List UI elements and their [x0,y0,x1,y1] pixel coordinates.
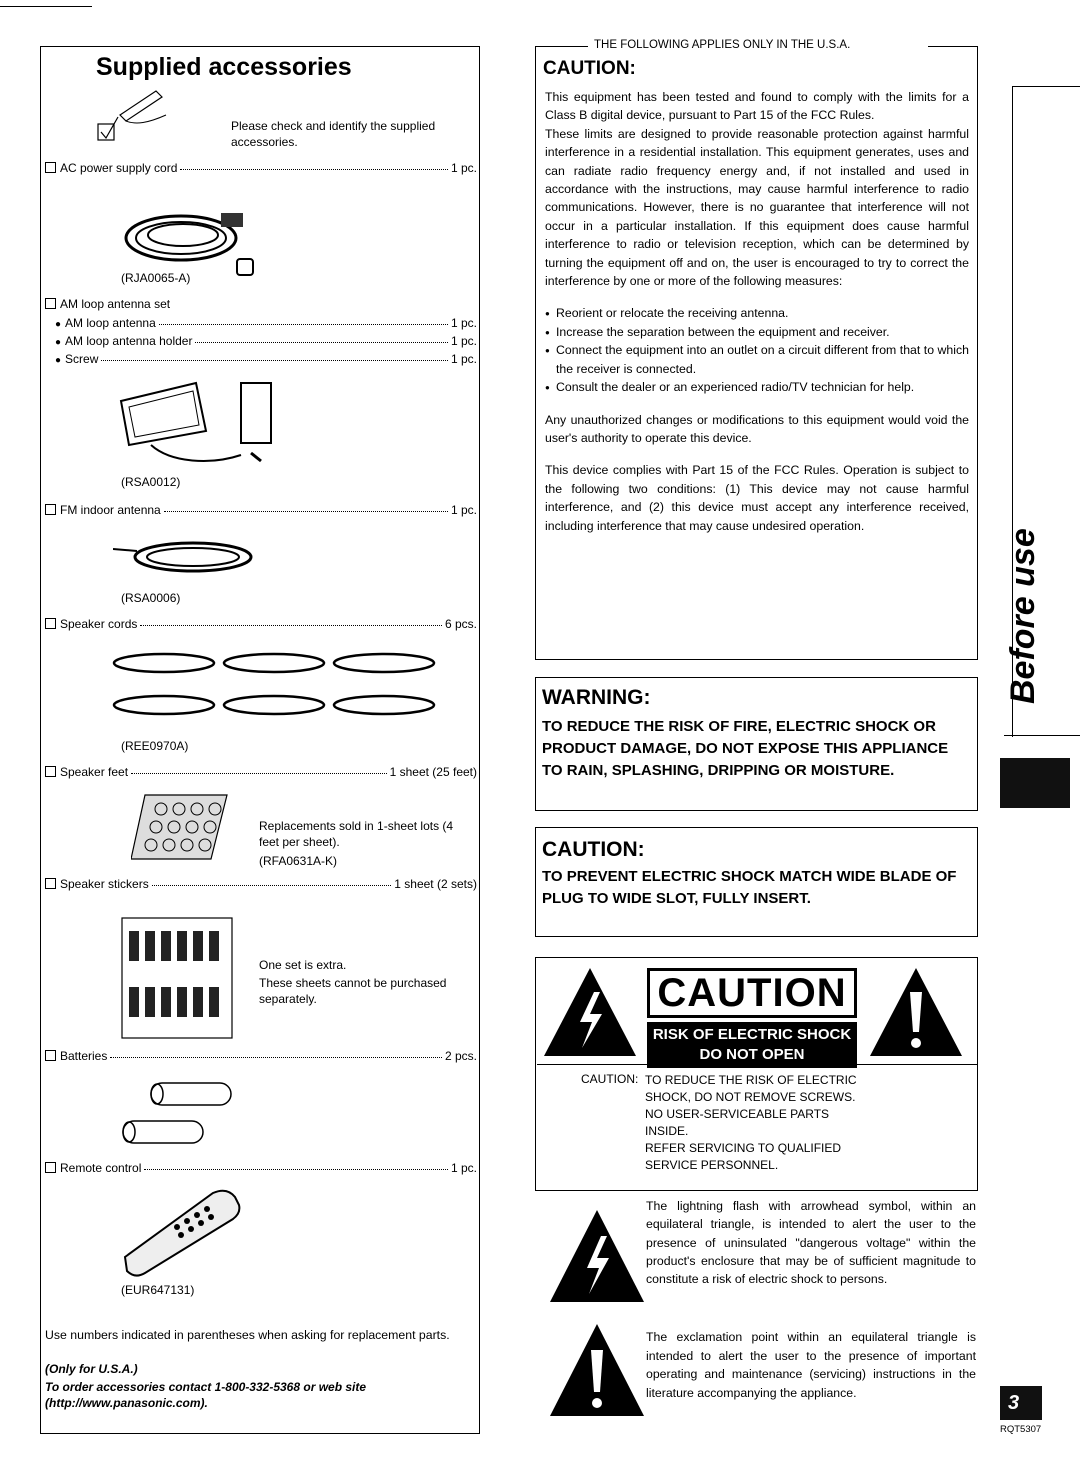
sub-item: ● Screw 1 pc. [55,352,477,366]
item-fm-antenna: FM indoor antenna 1 pc. [45,503,477,517]
risk-banner [647,1022,857,1068]
ac-cord-illustration [111,193,261,281]
stickers-note-2: These sheets cannot be purchased separately. [259,976,447,1006]
label-caption [645,1072,965,1174]
fcc-paragraph: Any unauthorized changes or modifications to this equipment would void the user's authority to operate this device. [545,412,969,445]
list-item: ● Consult the dealer or an experienced radio/TV technician for help. [545,378,969,396]
ac-cord-code: (RJA0065-A) [121,271,191,285]
exclamation-explanation: The exclamation point within an equilateral triangle is intended to alert the user to the presence of important operating and maintenance (servicing) instructions in the literature accompanying the appliance. [646,1330,976,1400]
checkbox [45,162,56,173]
caption-line: REFER SERVICING TO QUALIFIED [645,1141,842,1155]
caution-heading: CAUTION: [542,838,645,861]
intro-text: Please check and identify the supplied accessories. [231,119,436,149]
checkbox [45,1050,56,1061]
lightning-explanation: The lightning flash with arrowhead symbol, within an equilateral triangle, is intended to alert the user to the presence of uninsulated "dangerous voltage" within the product's enclosure that may be of sufficient magnitude to constitute a risk of electric shock to persons. [646,1199,976,1287]
speaker-cords-code: (REE0970A) [121,739,189,753]
risk-line: DO NOT OPEN [699,1046,805,1063]
footer-replacement: Use numbers indicated in parentheses when asking for replacement parts. [45,1328,450,1342]
fcc-text [545,88,969,535]
warning-heading: WARNING: [542,686,651,709]
caution-heading: CAUTION: [543,58,636,79]
fm-antenna-code: (RSA0006) [121,591,181,605]
checkbox [45,878,56,889]
item-am-antenna-set: AM loop antenna set [45,297,477,311]
fcc-caution-box [535,39,978,660]
plug-caution-text: TO PREVENT ELECTRIC SHOCK MATCH WIDE BLADE OF PLUG TO WIDE SLOT, FULLY INSERT. [542,868,957,907]
side-tab-rule [1004,735,1080,736]
batteries-illustration [119,1079,249,1149]
section-marker [1000,758,1070,808]
fcc-measures [545,304,969,396]
warning-box [535,677,978,811]
fcc-paragraph: These limits are designed to provide reasonable protection against harmful interference in a residential installation. This equipment generates, uses and can radiate radio frequency energy and, if not installed and used in accordance with the instructions, may cause harmful interference to radio communications. However, there is no guarantee that interference will not occur in a particular installation. If this equipment does cause harmful interference to radio or television reception, which can be determined by turning the equipment off and on, the user is encouraged to try to correct the interference by one or more of the following measures: [545,126,969,289]
caption-line: SHOCK, DO NOT REMOVE SCREWS. [645,1090,856,1104]
checkbox [45,298,56,309]
footer-usa: (Only for U.S.A.) [45,1362,138,1376]
item-speaker-stickers: Speaker stickers 1 sheet (2 sets) [45,877,477,891]
remote-control-illustration [117,1187,247,1277]
checkbox [45,618,56,629]
stickers-note-1: One set is extra. [259,958,347,972]
footer-order: To order accessories contact 1-800-332-5368 or web site (http://www.panasonic.com). [45,1380,367,1410]
checkbox [45,504,56,515]
speaker-feet-code: (RFA0631A-K) [259,854,338,868]
document-code: RQT5307 [1000,1424,1042,1435]
top-rule [0,6,92,7]
am-antenna-code: (RSA0012) [121,475,181,489]
list-item: ● Connect the equipment into an outlet on a circuit different from that to which the receiver is connected. [545,341,969,378]
section-title: Supplied accessories [96,53,352,81]
item-speaker-feet: Speaker feet 1 sheet (25 feet) [45,765,477,779]
lightning-triangle-icon [542,966,638,1058]
fcc-paragraph: This equipment has been tested and found to comply with the limits for a Class B digital device, pursuant to Part 15 of the FCC Rules. [545,90,969,123]
caption-line: INSIDE. [645,1124,689,1138]
item-ac-cord: AC power supply cord 1 pc. [45,161,477,175]
plug-caution-box [535,827,978,937]
label-caption-prefix: CAUTION: [581,1072,639,1086]
caption-line: TO REDUCE THE RISK OF ELECTRIC [645,1073,857,1087]
caution-label-box [535,957,978,1191]
item-batteries: Batteries 2 pcs. [45,1049,477,1063]
fm-antenna-illustration [113,529,263,584]
item-remote-control: Remote control 1 pc. [45,1161,477,1175]
speaker-feet-illustration [131,789,231,864]
warning-text: TO REDUCE THE RISK OF FIRE, ELECTRIC SHOCK OR PRODUCT DAMAGE, DO NOT EXPOSE THIS APPLIANCE TO RAIN, SPLASHING, DRIPPING OR MOISTURE. [542,718,949,779]
remote-code: (EUR647131) [121,1283,195,1297]
check-pen-icon [96,87,186,149]
caption-line: SERVICE PERSONNEL. [645,1158,779,1172]
list-item: ● Reorient or relocate the receiving antenna. [545,304,969,322]
caution-label-title: CAUTION [647,968,857,1018]
speaker-cords-illustration [109,643,459,728]
speaker-feet-note: Replacements sold in 1-sheet lots (4 feet per sheet). [259,819,454,849]
usa-banner: THE FOLLOWING APPLIES ONLY IN THE U.S.A. [594,39,851,51]
checkbox [45,1162,56,1173]
lightning-triangle-icon [548,1208,646,1304]
sub-item: ● AM loop antenna holder 1 pc. [55,334,477,348]
sub-item: ● AM loop antenna 1 pc. [55,316,477,330]
checkbox [45,766,56,777]
speaker-stickers-illustration [121,917,233,1039]
exclamation-triangle-icon [868,966,964,1058]
am-antenna-illustration [111,373,291,473]
supplied-accessories-box [40,46,480,1434]
page-number: 3 [1000,1386,1042,1420]
fcc-paragraph: This device complies with Part 15 of the FCC Rules. Operation is subject to the following two conditions: (1) This device may not cause harmful interference, and (2) this device must accept any interference received, including interference that may cause undesired operation. [545,463,969,533]
exclamation-triangle-icon [548,1322,646,1418]
list-item: ● Increase the separation between the equipment and receiver. [545,323,969,341]
section-tab: Before use [1004,528,1042,704]
caption-line: NO USER-SERVICEABLE PARTS [645,1107,830,1121]
item-speaker-cords: Speaker cords 6 pcs. [45,617,477,631]
risk-line: RISK OF ELECTRIC SHOCK [652,1026,852,1043]
